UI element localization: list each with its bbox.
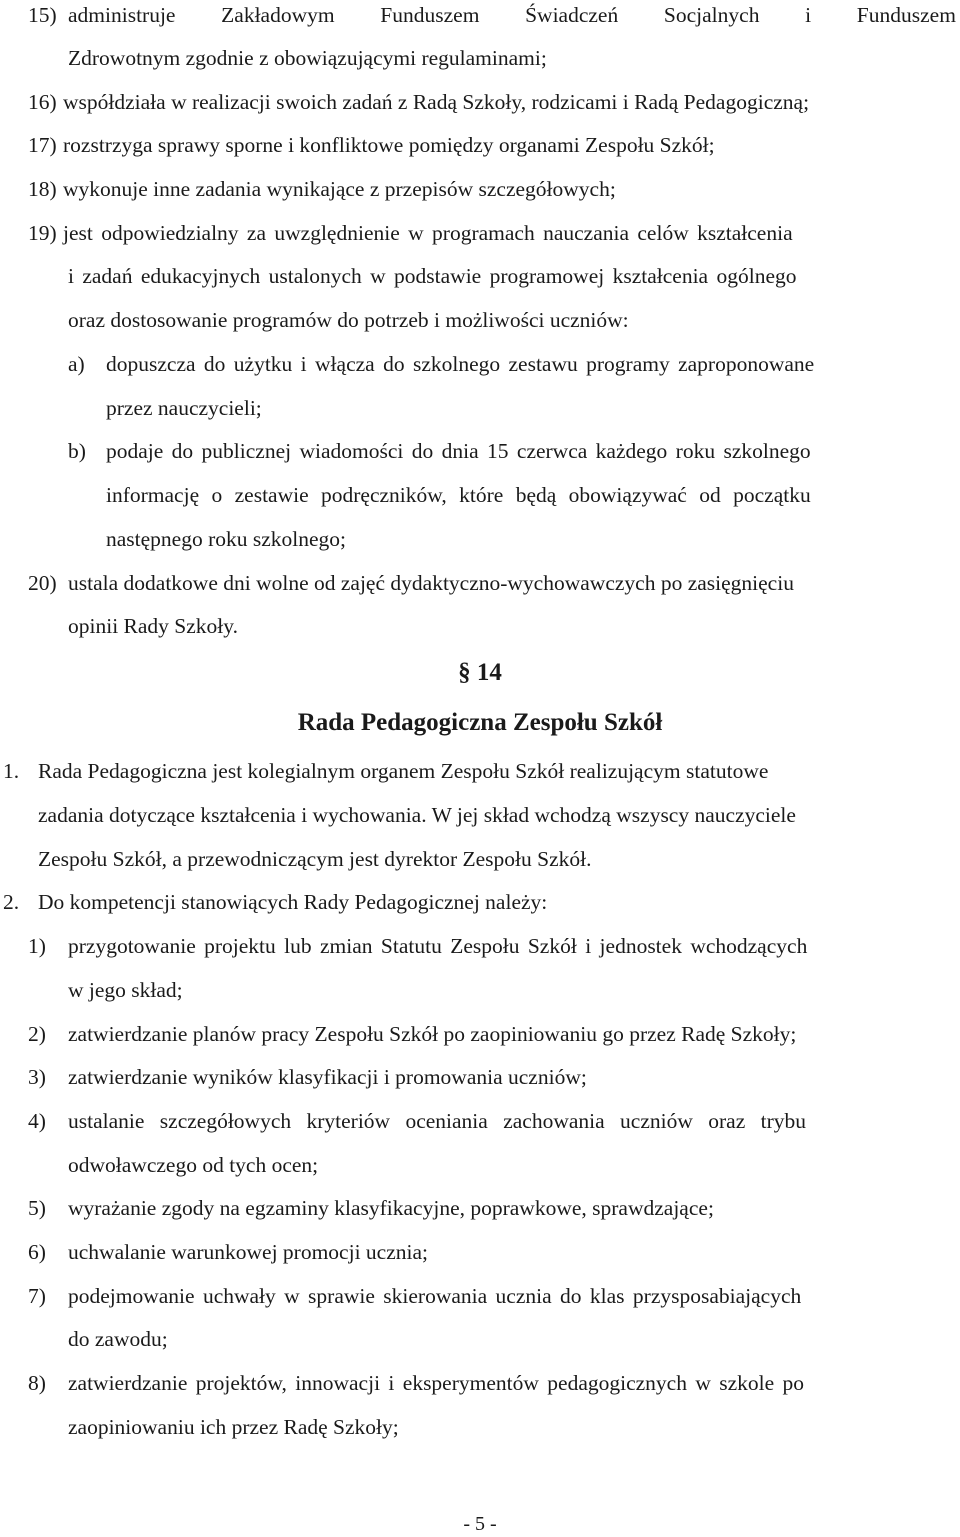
page-number: - 5 - [463, 1513, 497, 1535]
item-number: 18) [28, 177, 57, 201]
competency-8-line-1: zatwierdzanie projektów, innowacji i eksperymentów pedagogicznych w szkole po [68, 1371, 805, 1395]
competency-number: 6) [28, 1240, 46, 1264]
sub-item-label: a) [68, 352, 85, 376]
competency-number: 1) [28, 934, 46, 958]
competency-1-line-2: w jego skład; [68, 978, 183, 1002]
competency-7-line-2: do zawodu; [68, 1327, 168, 1351]
competency-8-line-2: zaopiniowaniu ich przez Radę Szkoły; [68, 1415, 399, 1439]
competency-2-line-1: zatwierdzanie planów pracy Zespołu Szkół po zaopiniowaniu go przez Radę Szkoły; [68, 1022, 797, 1046]
item-20-line-1: ustala dodatkowe dni wolne od zajęć dydaktyczno-wychowawczych po zasięgnięciu [68, 571, 794, 595]
sub-item-a-line-1: dopuszcza do użytku i włącza do szkolnego zestawu programy zaproponowane [106, 352, 815, 376]
item-number: 20) [28, 571, 57, 595]
competency-7-line-1: podejmowanie uchwały w sprawie skierowania ucznia do klas przysposabiających [68, 1284, 802, 1308]
word: Socjalnych [663, 3, 760, 27]
competency-4-line-2: odwoławczego od tych ocen; [68, 1153, 319, 1177]
section-number: § 14 [458, 659, 502, 686]
word: i [805, 3, 812, 27]
competency-6-line-1: uchwalanie warunkowej promocji ucznia; [68, 1240, 428, 1264]
item-number: 17) [28, 133, 57, 157]
competency-3-line-1: zatwierdzanie wyników klasyfikacji i promowania uczniów; [68, 1065, 587, 1089]
competency-number: 5) [28, 1196, 46, 1220]
item-19-line-2: i zadań edukacyjnych ustalonych w podstawie programowej kształcenia ogólnego [68, 264, 797, 288]
word: administruje [68, 3, 176, 27]
competency-number: 3) [28, 1065, 46, 1089]
section-title: Rada Pedagogiczna Zespołu Szkół [297, 709, 663, 736]
paragraph-number: 1. [3, 759, 20, 783]
competency-4-line-1: ustalanie szczegółowych kryteriów oceniania zachowania uczniów oraz trybu [68, 1109, 807, 1133]
item-number: 16) [28, 90, 57, 114]
item-19-line-1: jest odpowiedzialny za uwzględnienie w programach nauczania celów kształcenia [63, 221, 793, 245]
sub-item-label: b) [68, 439, 86, 463]
item-number: 19) [28, 221, 57, 245]
item-15-line-1 [68, 1, 956, 29]
paragraph-number: 2. [3, 890, 20, 914]
word: Funduszem [856, 3, 956, 27]
sub-item-a-line-2: przez nauczycieli; [106, 396, 262, 420]
competency-number: 7) [28, 1284, 46, 1308]
paragraph-1-line-2: zadania dotyczące kształcenia i wychowania. W jej skład wchodzą wszyscy nauczyciele [38, 803, 796, 827]
word: Świadczeń [525, 3, 619, 27]
item-17-line-1: rozstrzyga sprawy sporne i konfliktowe pomiędzy organami Zespołu Szkół; [63, 133, 715, 157]
sub-item-b-line-1: podaje do publicznej wiadomości do dnia 15 czerwca każdego roku szkolnego [106, 439, 811, 463]
competency-number: 8) [28, 1371, 46, 1395]
item-19-line-3: oraz dostosowanie programów do potrzeb i możliwości uczniów: [68, 308, 629, 332]
competency-number: 4) [28, 1109, 46, 1133]
item-16-line-1: współdziała w realizacji swoich zadań z Radą Szkoły, rodzicami i Radą Pedagogiczną; [63, 90, 810, 114]
paragraph-1-line-1: Rada Pedagogiczna jest kolegialnym organem Zespołu Szkół realizującym statutowe [38, 759, 769, 783]
competency-number: 2) [28, 1022, 46, 1046]
word: Zakładowym [221, 3, 335, 27]
item-15-line-2: Zdrowotnym zgodnie z obowiązującymi regulaminami; [68, 46, 547, 70]
paragraph-2-line-1: Do kompetencji stanowiących Rady Pedagogicznej należy: [38, 890, 548, 914]
word: Funduszem [380, 3, 480, 27]
competency-1-line-1: przygotowanie projektu lub zmian Statutu Zespołu Szkół i jednostek wchodzących [68, 934, 808, 958]
item-number: 15) [28, 3, 57, 27]
sub-item-b-line-3: następnego roku szkolnego; [106, 527, 347, 551]
paragraph-1-line-3: Zespołu Szkół, a przewodniczącym jest dyrektor Zespołu Szkół. [38, 847, 592, 871]
competency-5-line-1: wyrażanie zgody na egzaminy klasyfikacyjne, poprawkowe, sprawdzające; [68, 1196, 714, 1220]
item-18-line-1: wykonuje inne zadania wynikające z przepisów szczegółowych; [63, 177, 616, 201]
item-20-line-2: opinii Rady Szkoły. [68, 614, 239, 638]
sub-item-b-line-2: informację o zestawie podręczników, które będą obowiązywać od początku [106, 483, 811, 507]
